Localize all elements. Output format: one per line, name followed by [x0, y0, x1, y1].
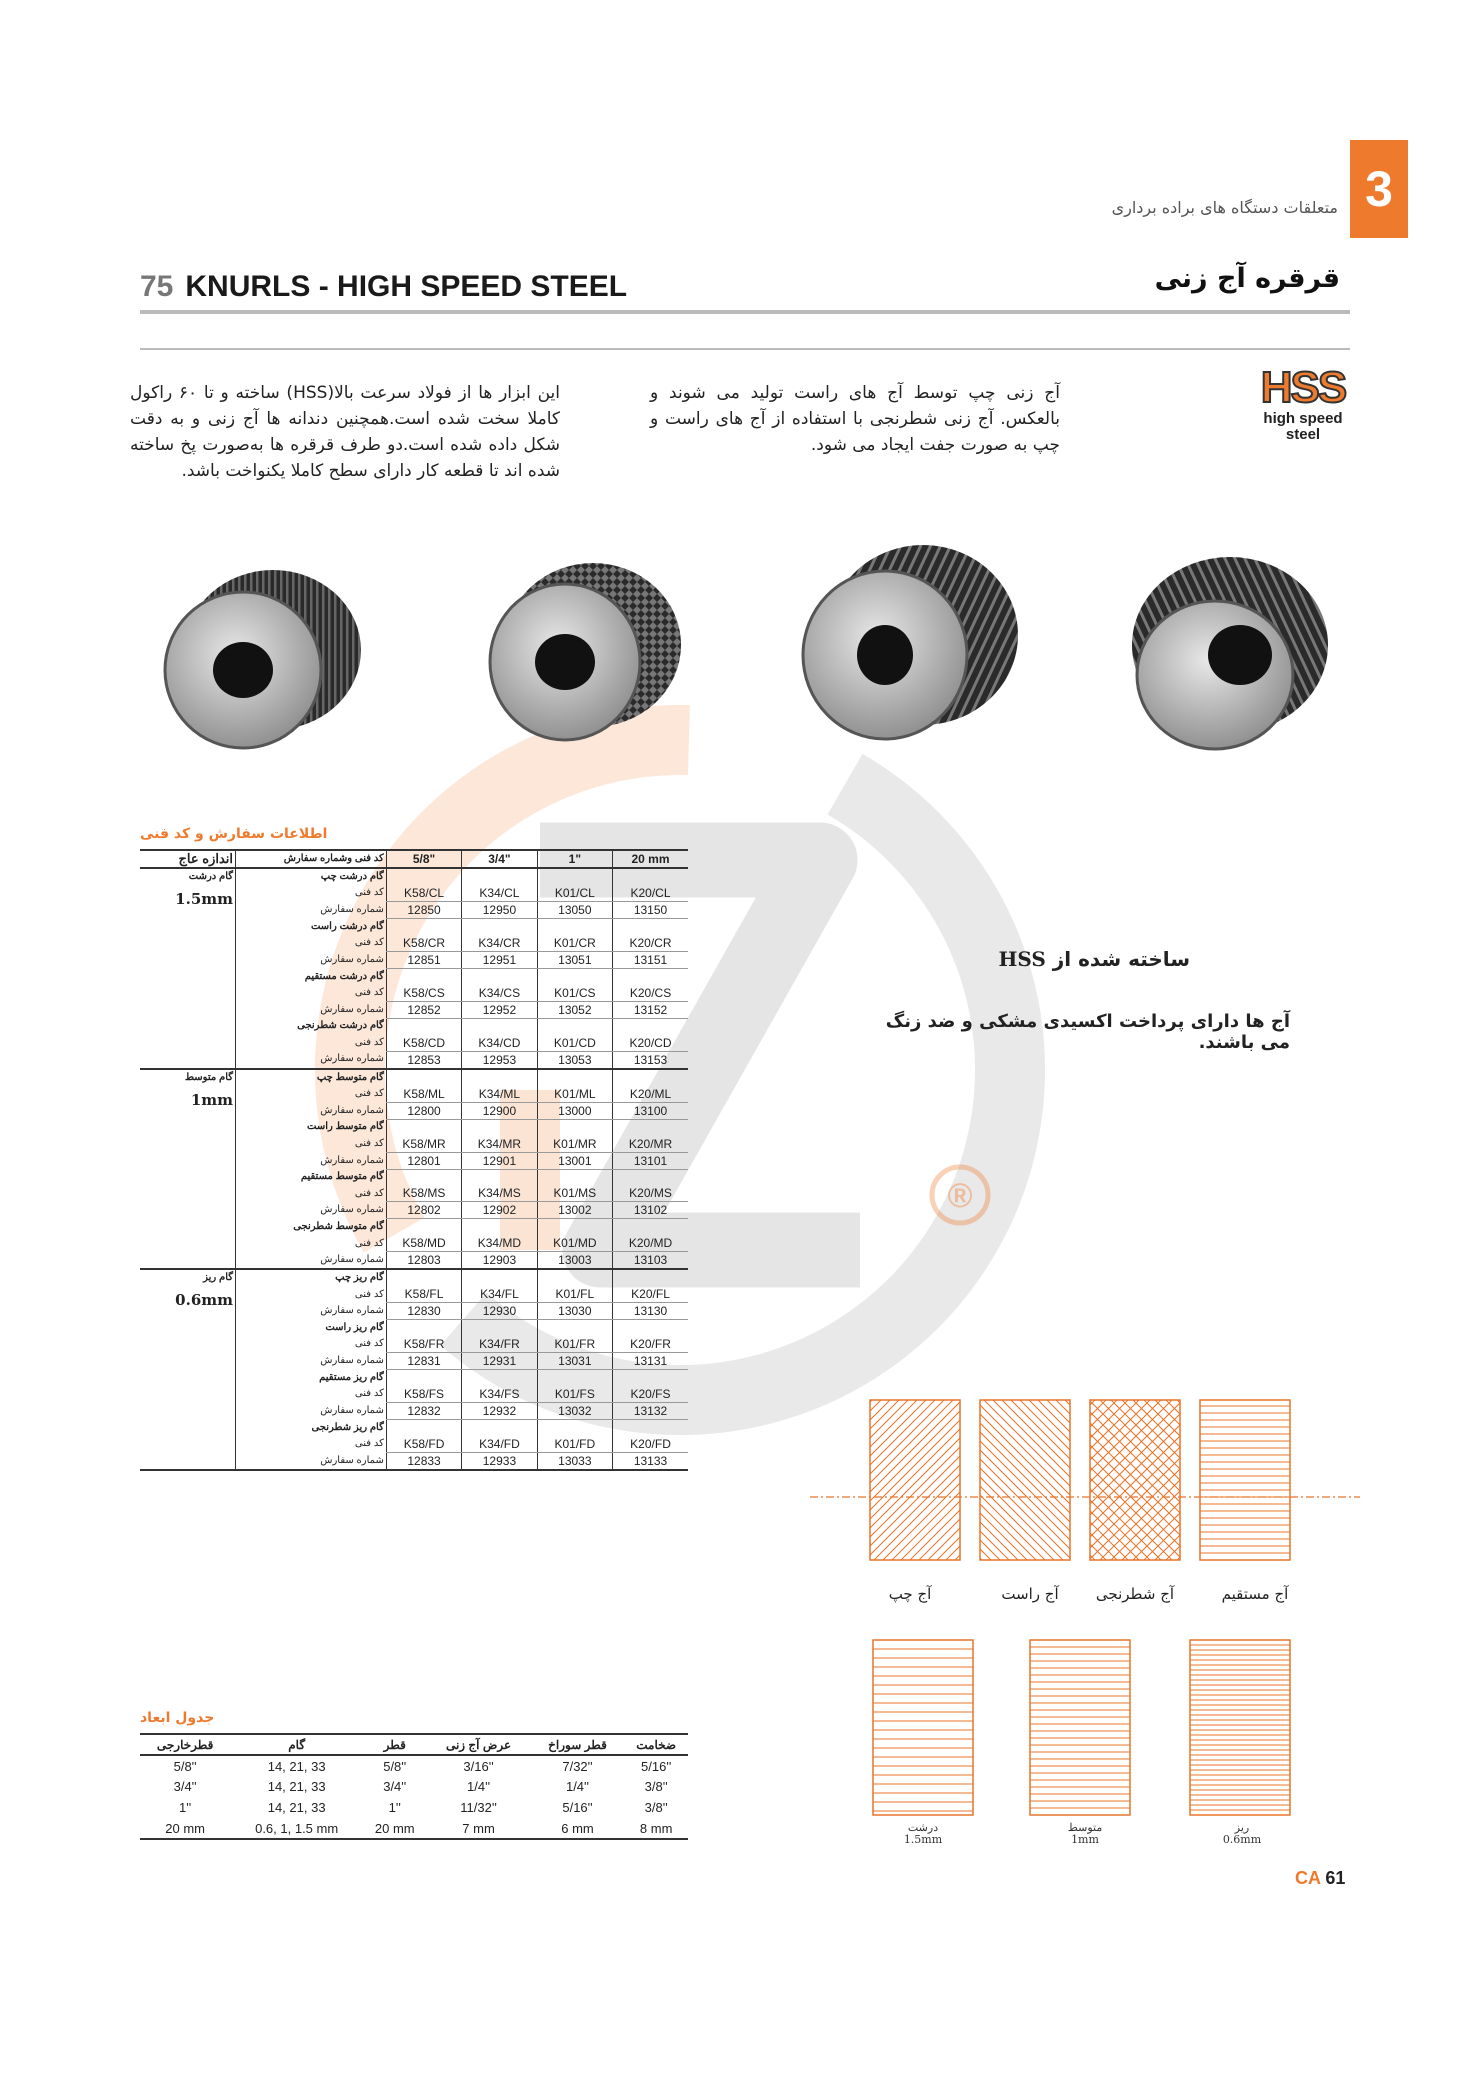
- order-cell: 12853: [386, 1051, 461, 1069]
- pattern-line: [800, 1400, 874, 1560]
- chapter-tab: 3: [1350, 140, 1408, 238]
- made-of-hss: [990, 947, 1190, 971]
- row-label: کد فنی: [236, 1185, 387, 1202]
- order-cell: 12903: [462, 1252, 537, 1270]
- row-label: شماره سفارش: [236, 1051, 387, 1069]
- subgroup-title: گام ریز راست: [236, 1320, 387, 1336]
- dimension-cell: 3/8'': [644, 1800, 668, 1815]
- dimension-cell: 14, 21, 33: [267, 1779, 326, 1794]
- pattern-label-right: آج راست: [1001, 1585, 1059, 1603]
- dimension-cell: 1/4'': [565, 1779, 590, 1794]
- page-number: [1295, 1868, 1345, 1889]
- pattern-line: [803, 1400, 963, 1560]
- order-cell: 12901: [462, 1152, 537, 1169]
- code-cell: K34/CS: [462, 985, 537, 1002]
- page-title-fa: قرقره آج زنی: [1154, 263, 1340, 294]
- pitch-group-name: گام ریز: [203, 1272, 234, 1284]
- pitch-group-name: گام متوسط: [184, 1071, 234, 1083]
- row-label: شماره سفارش: [236, 1252, 387, 1270]
- code-cell: K01/CS: [537, 985, 612, 1002]
- code-cell: K20/FS: [613, 1386, 688, 1403]
- knurl-image-diamond: [465, 550, 690, 755]
- row-label: شماره سفارش: [236, 1001, 387, 1018]
- order-table: [140, 849, 688, 1471]
- header-code-order: کد فنی وشماره سفارش: [236, 850, 387, 868]
- dimension-cell: 5/16'': [641, 1758, 672, 1774]
- pitch-group: [140, 1069, 236, 1270]
- pattern-line: [1045, 1400, 1205, 1560]
- row-label: کد فنی: [236, 1136, 387, 1153]
- row-label: شماره سفارش: [236, 1303, 387, 1320]
- dimension-header: قطر سوراخ: [531, 1734, 625, 1755]
- pattern-line: [800, 1400, 908, 1560]
- pattern-line: [993, 1400, 1153, 1560]
- dimension-cell: 20 mm: [140, 1818, 230, 1839]
- dimension-table: [140, 1733, 688, 1840]
- pattern-line: [800, 1400, 881, 1560]
- pattern-line: [800, 1400, 892, 1560]
- pitch-label-fine: ریز 0.6mm: [1222, 1821, 1262, 1846]
- pattern-line: [829, 1400, 989, 1560]
- pattern-line: [800, 1400, 953, 1560]
- pattern-line: [800, 1400, 901, 1560]
- knurl-image-left: [1120, 550, 1350, 770]
- order-cell: 13050: [537, 902, 612, 919]
- made-of-material: HSS: [998, 947, 1046, 971]
- code-cell: K34/FS: [462, 1386, 537, 1403]
- pattern-line: [800, 1400, 863, 1560]
- order-cell: 12902: [462, 1202, 537, 1219]
- code-cell: K34/CD: [462, 1035, 537, 1052]
- pattern-line: [814, 1400, 974, 1560]
- table-row: [140, 1818, 688, 1839]
- subgroup-title-row: [140, 1269, 688, 1286]
- header-size: 20 mm: [613, 850, 688, 868]
- intro-paragraph-right: آج زنی چپ توسط آج های راست تولید می شوند و بالعکس. آج زنی شطرنجی با استفاده از آج های راست و چپ به صورت جفت ایجاد می شود.: [650, 383, 1060, 455]
- code-cell: K34/FD: [462, 1436, 537, 1453]
- code-cell: K58/CD: [386, 1035, 461, 1052]
- code-cell: K01/CL: [537, 885, 612, 902]
- code-cell: K20/CD: [613, 1035, 688, 1052]
- order-table-header: [140, 850, 688, 868]
- order-cell: 12833: [386, 1453, 461, 1471]
- header-size: 1": [537, 850, 612, 868]
- pattern-line: [1047, 1400, 1207, 1560]
- code-cell: K20/FR: [613, 1336, 688, 1353]
- pattern-line: [800, 1400, 854, 1560]
- page-prefix: CA: [1295, 1868, 1321, 1888]
- pattern-line: [800, 1400, 829, 1560]
- subgroup-title: گام متوسط مستقیم: [236, 1169, 387, 1185]
- code-cell: K01/FS: [537, 1386, 612, 1403]
- code-cell: K34/MS: [462, 1185, 537, 1202]
- order-cell: 12802: [386, 1202, 461, 1219]
- pattern-line: [975, 1400, 1135, 1560]
- code-cell: K34/MR: [462, 1136, 537, 1153]
- dimension-section-title: جدول ابعاد: [140, 1710, 215, 1726]
- subgroup-title: گام ریز شطرنجی: [236, 1420, 387, 1436]
- pitch-label-coarse: درشت 1.5mm: [903, 1821, 943, 1846]
- dimension-cell: 5/8'': [383, 1758, 407, 1774]
- dimension-header: قطر: [363, 1734, 426, 1755]
- code-cell: K20/FD: [613, 1436, 688, 1453]
- order-cell: 12932: [462, 1403, 537, 1420]
- code-cell: K01/MR: [537, 1136, 612, 1153]
- subgroup-title: گام ریز مستقیم: [236, 1370, 387, 1386]
- order-cell: 12951: [462, 951, 537, 968]
- pattern-line: [1029, 1400, 1189, 1560]
- table-row: [140, 1797, 688, 1818]
- order-cell: 12852: [386, 1001, 461, 1018]
- code-cell: K20/CS: [613, 985, 688, 1002]
- dimension-cell: 5/8'': [173, 1758, 197, 1774]
- pattern-line: [825, 1400, 985, 1560]
- order-cell: 13030: [537, 1303, 612, 1320]
- code-cell: K34/FL: [462, 1286, 537, 1303]
- code-cell: K34/FR: [462, 1336, 537, 1353]
- order-cell: 12933: [462, 1453, 537, 1471]
- pattern-line: [800, 1400, 820, 1560]
- dimension-cell: 1'': [388, 1800, 401, 1815]
- subgroup-title: گام متوسط شطرنجی: [236, 1219, 387, 1235]
- pattern-line: [1002, 1400, 1162, 1560]
- order-cell: 12830: [386, 1303, 461, 1320]
- pattern-line: [803, 1400, 963, 1560]
- code-cell: K34/ML: [462, 1086, 537, 1103]
- pattern-line: [800, 1400, 818, 1560]
- order-cell: 13131: [613, 1353, 688, 1370]
- code-cell: K58/FR: [386, 1336, 461, 1353]
- code-cell: K34/CL: [462, 885, 537, 902]
- row-label: شماره سفارش: [236, 951, 387, 968]
- dimension-cell: 5/16'': [562, 1800, 593, 1815]
- order-cell: 13003: [537, 1252, 612, 1270]
- dimension-table-header: [140, 1734, 688, 1755]
- dimension-header: قطرخارجی: [140, 1734, 230, 1755]
- code-cell: K34/MD: [462, 1235, 537, 1252]
- pitch-group: [140, 1269, 236, 1470]
- pattern-line: [800, 1400, 919, 1560]
- hss-logo-line2: steel: [1285, 426, 1321, 443]
- pitch-group-value: 1.5mm: [175, 890, 234, 908]
- pattern-line: [924, 1400, 1084, 1560]
- pattern-line: [800, 1400, 865, 1560]
- order-cell: 13132: [613, 1403, 688, 1420]
- row-label: کد فنی: [236, 1436, 387, 1453]
- pattern-line: [935, 1400, 1095, 1560]
- pattern-label-diamond: آج شطرنجی: [1095, 1585, 1175, 1603]
- pitch-label-medium: متوسط 1mm: [1067, 1821, 1103, 1846]
- intro-paragraph-left: این ابزار ها از فولاد سرعت بالا(HSS) ساخته و تا ۶۰ راکول کاملا سخت شده است.همچنین دندانه ها آج زنی و به دقت شکل داده شده است.دو طرف قرقره ها به‌صورت پخ ساخته شده اند تا قطعه کار دارای سطح کاملا یکنواخت باشد.: [130, 383, 560, 481]
- row-label: کد فنی: [236, 1286, 387, 1303]
- code-cell: K58/ML: [386, 1086, 461, 1103]
- pattern-line: [825, 1400, 985, 1560]
- pattern-frame: [1030, 1640, 1130, 1815]
- code-cell: K20/CL: [613, 885, 688, 902]
- registered-mark: ®: [947, 1177, 973, 1215]
- subgroup-title: گام ریز چپ: [236, 1269, 387, 1286]
- order-cell: 13102: [613, 1202, 688, 1219]
- pitch-group: [140, 868, 236, 1069]
- pattern-frame: [1200, 1400, 1290, 1560]
- dimension-cell: 14, 21, 33: [267, 1800, 326, 1815]
- pitch-group-value: 1mm: [190, 1090, 234, 1109]
- order-cell: 13033: [537, 1453, 612, 1471]
- code-cell: K01/ML: [537, 1086, 612, 1103]
- made-of-prefix: ساخته شده از: [1052, 947, 1190, 971]
- code-cell: K01/CR: [537, 935, 612, 952]
- knurl-image-right: [785, 535, 1025, 760]
- order-cell: 12900: [462, 1102, 537, 1119]
- code-cell: K20/FL: [613, 1286, 688, 1303]
- pattern-line: [948, 1400, 1108, 1560]
- code-cell: K58/MR: [386, 1136, 461, 1153]
- pattern-label-left: آج چپ: [888, 1585, 932, 1603]
- pattern-line: [814, 1400, 974, 1560]
- dimension-header: ضخامت: [624, 1734, 688, 1755]
- pattern-line: [1056, 1400, 1216, 1560]
- pattern-line: [838, 1400, 998, 1560]
- order-cell: 13101: [613, 1152, 688, 1169]
- dimension-cell: 0.6, 1, 1.5 mm: [230, 1818, 363, 1839]
- code-cell: K58/FD: [386, 1436, 461, 1453]
- pattern-line: [924, 1400, 1084, 1560]
- subgroup-title: گام درشت مستقیم: [236, 968, 387, 984]
- pattern-line: [939, 1400, 1099, 1560]
- code-cell: K01/MS: [537, 1185, 612, 1202]
- dimension-cell: 1/4'': [467, 1779, 491, 1794]
- order-cell: 13000: [537, 1102, 612, 1119]
- dimension-cell: 3/4'': [383, 1779, 407, 1794]
- pattern-line: [800, 1400, 847, 1560]
- pattern-line: [1065, 1400, 1225, 1560]
- pattern-line: [811, 1400, 971, 1560]
- page-title-en: [140, 270, 627, 304]
- code-cell: K20/CR: [613, 935, 688, 952]
- order-cell: 13100: [613, 1102, 688, 1119]
- pattern-line: [913, 1400, 1073, 1560]
- code-cell: K58/CR: [386, 935, 461, 952]
- order-section-title: اطلاعات سفارش و کد فنی: [140, 826, 328, 842]
- order-cell: 12931: [462, 1353, 537, 1370]
- pattern-line: [1166, 1400, 1326, 1560]
- catalog-number: 75: [140, 270, 174, 303]
- hss-logo: [1248, 365, 1358, 443]
- pattern-line: [800, 1400, 890, 1560]
- pattern-line: [820, 1400, 980, 1560]
- pattern-line: [1177, 1400, 1337, 1560]
- oxide-finish-note: آج ها دارای پرداخت اکسیدی مشکی و ضد زنگ می باشند.: [885, 1011, 1290, 1053]
- order-cell: 13103: [613, 1252, 688, 1270]
- header-knurl-size: اندازه عاج: [140, 850, 236, 868]
- pattern-line: [1020, 1400, 1180, 1560]
- pattern-line: [802, 1400, 962, 1560]
- page-value: 61: [1325, 1868, 1346, 1888]
- order-cell: 12930: [462, 1303, 537, 1320]
- knurl-patterns-diagram: [800, 1395, 1360, 1575]
- order-cell: 12850: [386, 902, 461, 919]
- title-text: KNURLS - HIGH SPEED STEEL: [185, 270, 628, 303]
- order-cell: 12831: [386, 1353, 461, 1370]
- pattern-line: [800, 1400, 836, 1560]
- knurl-image-straight: [148, 555, 368, 760]
- code-cell: K01/FL: [537, 1286, 612, 1303]
- order-cell: 13001: [537, 1152, 612, 1169]
- subgroup-title: گام متوسط راست: [236, 1119, 387, 1135]
- row-label: کد فنی: [236, 1386, 387, 1403]
- subgroup-title-row: [140, 1069, 688, 1086]
- order-cell: 13053: [537, 1051, 612, 1069]
- pattern-frame: [1190, 1640, 1290, 1815]
- row-label: کد فنی: [236, 885, 387, 902]
- row-label: کد فنی: [236, 1035, 387, 1052]
- dimension-cell: 6 mm: [531, 1818, 625, 1839]
- pattern-line: [935, 1400, 1095, 1560]
- code-cell: K20/MS: [613, 1185, 688, 1202]
- pattern-line: [800, 1400, 856, 1560]
- code-cell: K58/CL: [386, 885, 461, 902]
- subgroup-title: گام درشت شطرنجی: [236, 1018, 387, 1034]
- dimension-cell: 3/4'': [173, 1779, 197, 1794]
- pattern-line: [800, 1400, 872, 1560]
- code-cell: K01/MD: [537, 1235, 612, 1252]
- row-label: شماره سفارش: [236, 1152, 387, 1169]
- row-label: شماره سفارش: [236, 1453, 387, 1471]
- row-label: کد فنی: [236, 985, 387, 1002]
- row-label: شماره سفارش: [236, 1202, 387, 1219]
- code-cell: K34/CR: [462, 935, 537, 952]
- order-cell: 13153: [613, 1051, 688, 1069]
- pitch-group-value: 0.6mm: [175, 1291, 234, 1310]
- order-cell: 12800: [386, 1102, 461, 1119]
- order-cell: 13150: [613, 902, 688, 919]
- order-cell: 13051: [537, 951, 612, 968]
- dimension-cell: 20 mm: [363, 1818, 426, 1839]
- header-size: 3/4": [462, 850, 537, 868]
- code-cell: K01/CD: [537, 1035, 612, 1052]
- subgroup-title: گام درشت راست: [236, 919, 387, 935]
- pattern-line: [913, 1400, 1073, 1560]
- row-label: شماره سفارش: [236, 1102, 387, 1119]
- code-cell: K20/ML: [613, 1086, 688, 1103]
- pattern-line: [800, 1400, 845, 1560]
- dimension-cell: 11/32'': [460, 1800, 497, 1815]
- chapter-label: متعلقات دستگاه های براده برداری: [1111, 198, 1338, 217]
- order-cell: 13133: [613, 1453, 688, 1471]
- code-cell: K20/MD: [613, 1235, 688, 1252]
- order-cell: 13152: [613, 1001, 688, 1018]
- code-cell: K58/FL: [386, 1286, 461, 1303]
- order-cell: 13151: [613, 951, 688, 968]
- subgroup-title: گام متوسط چپ: [236, 1069, 387, 1086]
- order-cell: 12950: [462, 902, 537, 919]
- code-cell: K58/CS: [386, 985, 461, 1002]
- pattern-line: [800, 1400, 827, 1560]
- pattern-frame: [873, 1640, 973, 1815]
- title-rule: [140, 310, 1350, 314]
- row-label: شماره سفارش: [236, 1403, 387, 1420]
- order-cell: 12832: [386, 1403, 461, 1420]
- order-cell: 12851: [386, 951, 461, 968]
- order-cell: 13052: [537, 1001, 612, 1018]
- pattern-line: [1038, 1400, 1198, 1560]
- dimension-cell: 1'': [179, 1800, 192, 1815]
- pattern-line: [1166, 1400, 1326, 1560]
- order-cell: 13130: [613, 1303, 688, 1320]
- dimension-cell: 7/32'': [562, 1758, 593, 1774]
- code-cell: K20/MR: [613, 1136, 688, 1153]
- dimension-cell: 14, 21, 33: [267, 1758, 326, 1774]
- pattern-line: [800, 1400, 838, 1560]
- order-cell: 12953: [462, 1051, 537, 1069]
- order-cell: 13031: [537, 1353, 612, 1370]
- pattern-line: [800, 1400, 935, 1560]
- pattern-line: [984, 1400, 1144, 1560]
- code-cell: K01/FD: [537, 1436, 612, 1453]
- pattern-label-straight: آج مستقیم: [1221, 1585, 1289, 1603]
- pitch-group-name: گام درشت: [188, 871, 234, 882]
- table-row: [140, 1776, 688, 1797]
- table-row: [140, 1755, 688, 1776]
- pattern-line: [891, 1400, 1051, 1560]
- order-cell: 13032: [537, 1403, 612, 1420]
- section-rule: [140, 348, 1350, 350]
- order-cell: 12801: [386, 1152, 461, 1169]
- pattern-line: [902, 1400, 1062, 1560]
- hss-logo-line1: high speed: [1263, 410, 1343, 427]
- pattern-line: [800, 1400, 955, 1560]
- order-cell: 12952: [462, 1001, 537, 1018]
- pattern-line: [1177, 1400, 1337, 1560]
- dimension-cell: 8 mm: [624, 1818, 688, 1839]
- code-cell: K58/FS: [386, 1386, 461, 1403]
- order-cell: 12803: [386, 1252, 461, 1270]
- row-label: کد فنی: [236, 1336, 387, 1353]
- pitch-patterns-diagram: [860, 1635, 1310, 1820]
- code-cell: K01/FR: [537, 1336, 612, 1353]
- order-cell: 13002: [537, 1202, 612, 1219]
- dimension-cell: 7 mm: [426, 1818, 530, 1839]
- row-label: کد فنی: [236, 935, 387, 952]
- dimension-cell: 3/8'': [644, 1779, 668, 1794]
- dimension-cell: 3/16'': [463, 1758, 494, 1774]
- pattern-line: [902, 1400, 1062, 1560]
- row-label: کد فنی: [236, 1086, 387, 1103]
- row-label: شماره سفارش: [236, 902, 387, 919]
- header-size: 5/8": [386, 850, 461, 868]
- code-cell: K58/MS: [386, 1185, 461, 1202]
- row-label: شماره سفارش: [236, 1353, 387, 1370]
- pattern-line: [891, 1400, 1051, 1560]
- code-cell: K58/MD: [386, 1235, 461, 1252]
- dimension-header: عرض آج زنی: [426, 1734, 530, 1755]
- hss-logo-mark: HSS: [1260, 363, 1346, 412]
- pattern-line: [800, 1400, 944, 1560]
- subgroup-title: گام درشت چپ: [236, 868, 387, 885]
- pattern-line: [800, 1400, 809, 1560]
- dimension-header: گام: [230, 1734, 363, 1755]
- subgroup-title-row: [140, 868, 688, 885]
- row-label: کد فنی: [236, 1235, 387, 1252]
